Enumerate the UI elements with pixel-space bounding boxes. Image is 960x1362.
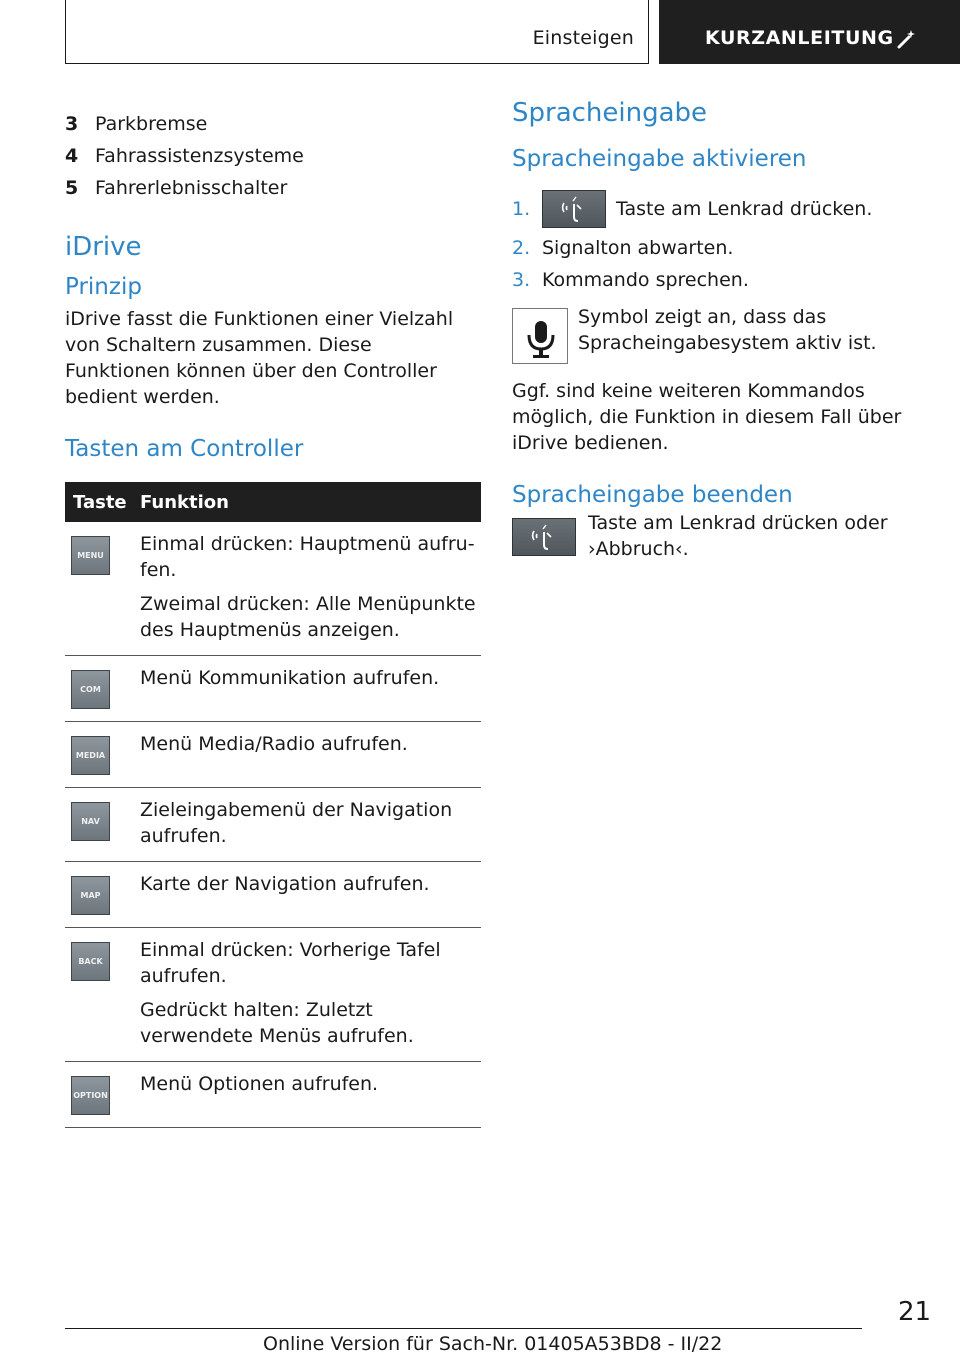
controller-keys-table xyxy=(65,482,481,1128)
list-item-text: Fahrassistenzsysteme xyxy=(95,145,304,167)
note-paragraph: Ggf. sind keine weiteren Kommandos möglich, die Funktion in diesem Fall über iDrive bedienen. xyxy=(512,380,902,454)
header-chapter-box xyxy=(659,0,960,64)
header-chapter-label: KURZANLEITUNG xyxy=(705,27,894,49)
nav-key-icon: NAV xyxy=(71,802,110,841)
idrive-heading: iDrive xyxy=(65,232,142,262)
function-text: Zieleingabemenü der Navigation aufrufen. xyxy=(140,799,453,847)
table-row xyxy=(65,522,481,656)
list-item xyxy=(65,108,481,140)
table-row xyxy=(65,788,481,862)
step-item xyxy=(512,264,932,296)
left-column xyxy=(65,108,481,1128)
microphone-icon xyxy=(512,308,568,364)
step-number: 2. xyxy=(512,237,531,259)
beenden-heading: Spracheingabe beenden xyxy=(512,482,793,508)
step-text: Kommando sprechen. xyxy=(542,269,749,291)
function-text-secondary: Zweimal drücken: Alle Menüpunkte des Hauptmenüs anzeigen. xyxy=(140,593,476,641)
table-row xyxy=(65,722,481,788)
back-key-icon: BACK xyxy=(71,942,110,981)
spracheingabe-heading: Spracheingabe xyxy=(512,98,708,128)
function-text: Menü Kommunikation aufrufen. xyxy=(140,667,440,689)
footer-online-version: Online Version für Sach-Nr. 01405A53BD8 - II/22 xyxy=(263,1333,723,1355)
step-text: Signalton abwarten. xyxy=(542,237,734,259)
symbol-paragraph: Symbol zeigt an, dass das Spracheingabesystem aktiv ist. xyxy=(578,306,877,354)
map-key-icon: MAP xyxy=(71,876,110,915)
option-key-icon: OPTION xyxy=(71,1076,110,1115)
step-item xyxy=(512,232,932,264)
page-number: 21 xyxy=(898,1297,932,1327)
table-row xyxy=(65,862,481,928)
table-header xyxy=(65,482,481,522)
step-number: 3. xyxy=(512,269,531,291)
prinzip-heading: Prinzip xyxy=(65,274,142,300)
function-text: Menü Optionen aufrufen. xyxy=(140,1073,379,1095)
list-item-text: Parkbremse xyxy=(95,113,208,135)
step-number: 1. xyxy=(512,198,531,220)
column-header-taste: Taste xyxy=(73,491,127,513)
function-text-secondary: Gedrückt halten: Zuletzt verwendete Menüs aufrufen. xyxy=(140,999,414,1047)
prinzip-paragraph: iDrive fasst die Funktionen einer Vielzahl von Schaltern zusammen. Diese Funktionen können über den Controller bedient werden. xyxy=(65,308,454,408)
wand-icon xyxy=(897,29,917,49)
aktivieren-heading: Spracheingabe aktivieren xyxy=(512,146,807,172)
voice-button-icon xyxy=(512,518,576,556)
voice-button-icon xyxy=(542,190,606,228)
step-text: Taste am Lenkrad drücken. xyxy=(616,198,873,220)
column-header-funktion: Funktion xyxy=(140,491,229,513)
right-column xyxy=(512,98,932,562)
tasten-heading: Tasten am Controller xyxy=(65,436,304,462)
list-item xyxy=(65,172,481,204)
header-section-label: Einsteigen xyxy=(532,27,634,49)
list-item-number: 5 xyxy=(65,177,79,199)
table-row xyxy=(65,928,481,1062)
beenden-paragraph: Taste am Lenkrad drücken oder ›Abbruch‹. xyxy=(588,512,888,560)
steps-list xyxy=(512,186,932,296)
header-section-box xyxy=(65,0,649,64)
media-key-icon: MEDIA xyxy=(71,736,110,775)
list-item-text: Fahrerlebnisschalter xyxy=(95,177,288,199)
menu-key-icon: MENU xyxy=(71,536,110,575)
function-text: Karte der Navigation aufrufen. xyxy=(140,873,430,895)
numbered-list xyxy=(65,108,481,204)
table-row xyxy=(65,656,481,722)
step-item xyxy=(512,186,932,232)
list-item-number: 3 xyxy=(65,113,79,135)
table-row xyxy=(65,1062,481,1128)
list-item-number: 4 xyxy=(65,145,79,167)
beenden-row xyxy=(512,512,932,562)
footer-divider xyxy=(65,1328,862,1329)
function-text: Einmal drücken: Hauptmenü aufrufen. xyxy=(140,533,475,581)
com-key-icon: COM xyxy=(71,670,110,709)
function-text: Menü Media/Radio aufrufen. xyxy=(140,733,408,755)
list-item xyxy=(65,140,481,172)
symbol-note xyxy=(512,308,932,364)
function-text: Einmal drücken: Vorherige Tafel aufrufen. xyxy=(140,939,441,987)
